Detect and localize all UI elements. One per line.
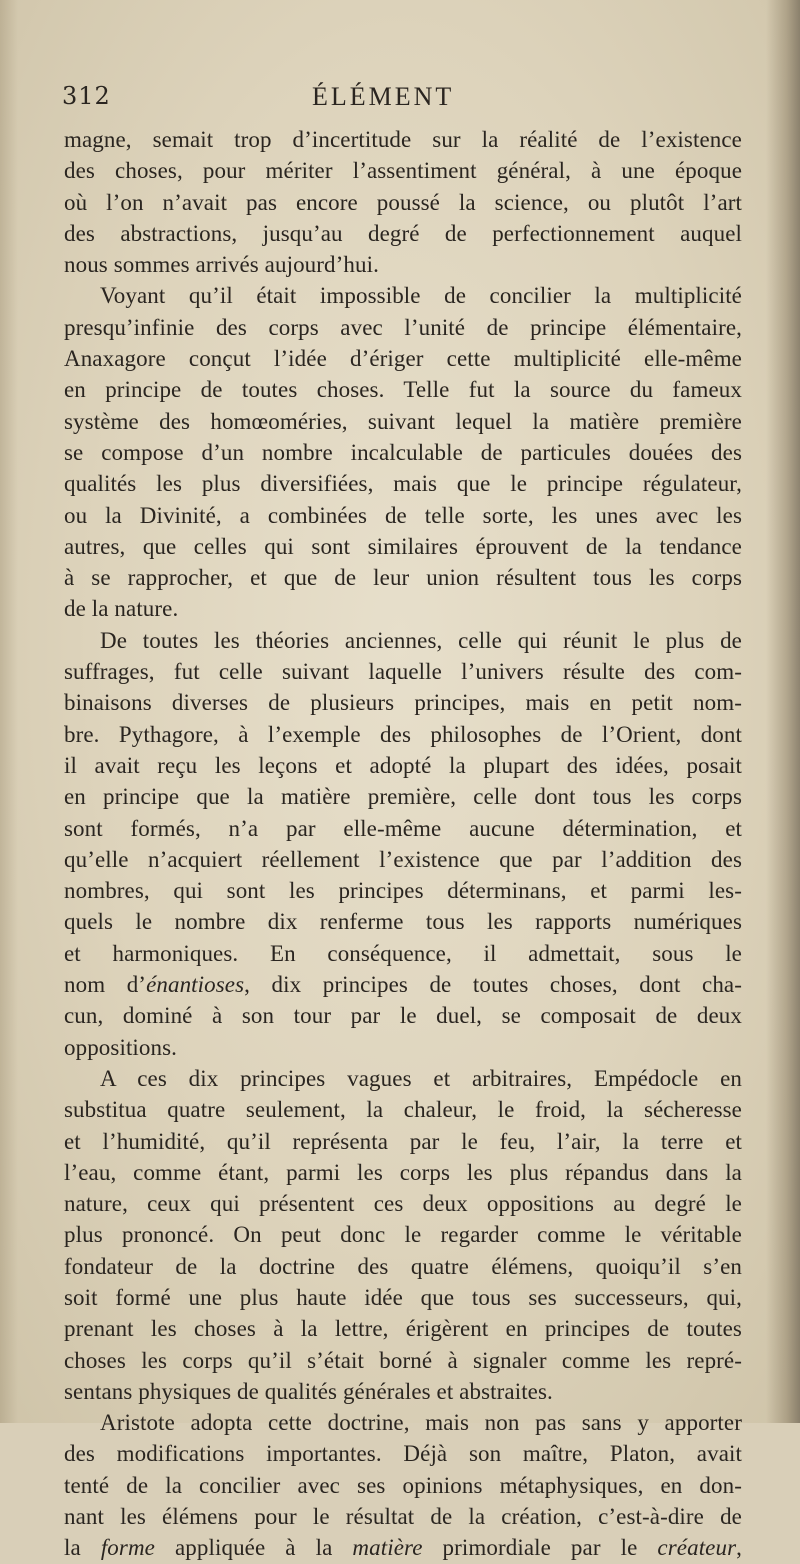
- text-line: et l’humidité, qu’il représenta par le feu, l’air, la terre et: [64, 1128, 742, 1154]
- text-line: qu’elle n’acquiert réellement l’existence que par l’addition des: [64, 846, 742, 872]
- text-line: tenté de la concilier avec ses opinions métaphysiques, en don-: [64, 1472, 742, 1498]
- text-line: [64, 969, 742, 1000]
- text-line: autres, que celles qui sont similaires éprouvent de la tendance: [64, 533, 742, 559]
- text-line: nous sommes arrivés aujourd’hui.: [64, 252, 379, 278]
- text-line: des modifications importantes. Déjà son maître, Platon, avait: [64, 1441, 742, 1467]
- text-run: ,: [736, 1535, 742, 1561]
- text-line: fondateur de la doctrine des quatre élémens, quoiqu’il s’en: [64, 1253, 742, 1279]
- text-line: nant les élémens pour le résultat de la création, c’est-à-dire de: [64, 1504, 742, 1530]
- text-line: nature, ceux qui présentent ces deux oppositions au degré le: [64, 1191, 742, 1217]
- running-head: ÉLÉMENT: [312, 82, 455, 111]
- page-number: 312: [62, 82, 111, 110]
- text-line: de la nature.: [64, 596, 179, 622]
- text-line: prenant les choses à la lettre, érigèrent en principes de toutes: [64, 1316, 742, 1342]
- italic-term: matière: [352, 1535, 423, 1561]
- binding-gutter-shadow: [766, 0, 800, 1423]
- text-line: A ces dix principes vagues et arbitraires, Empédocle en: [100, 1065, 742, 1091]
- text-line: suffrages, fut celle suivant laquelle l’univers résulte des com-: [64, 659, 742, 685]
- italic-term: créateur: [657, 1535, 737, 1561]
- page-left-edge: [0, 0, 18, 1423]
- text-line: Anaxagore conçut l’idée d’ériger cette multiplicité elle-même: [64, 346, 742, 372]
- body-text: [64, 124, 742, 1564]
- text-line: sont formés, n’a par elle-même aucune détermination, et: [64, 815, 742, 841]
- text-line: binaisons diverses de plusieurs principes, mais en petit nom-: [64, 690, 742, 716]
- text-line: De toutes les théories anciennes, celle qui réunit le plus de: [100, 627, 742, 653]
- text-line: soit formé une plus haute idée que tous ses successeurs, qui,: [64, 1284, 742, 1310]
- text-line: oppositions.: [64, 1034, 178, 1060]
- text-run: , dix principes de toutes choses, dont cha-: [244, 972, 742, 998]
- text-line: plus prononcé. On peut donc le regarder comme le véritable: [64, 1222, 742, 1248]
- italic-term: énantioses: [146, 972, 245, 998]
- text-line: quels le nombre dix renferme tous les rapports numériques: [64, 909, 742, 935]
- text-run: la: [64, 1535, 101, 1561]
- text-line: nombres, qui sont les principes déterminans, et parmi les-: [64, 878, 742, 904]
- text-line: Voyant qu’il était impossible de concilier la multiplicité: [100, 283, 742, 309]
- text-line: choses les corps qu’il s’était borné à signaler comme les repré-: [64, 1347, 742, 1373]
- text-line: substitua quatre seulement, la chaleur, le froid, la sécheresse: [64, 1097, 742, 1123]
- text-line: l’eau, comme étant, parmi les corps les plus répandus dans la: [64, 1159, 742, 1185]
- text-run: nom d’: [64, 972, 147, 998]
- page-header: [62, 82, 742, 116]
- text-line: des choses, pour mériter l’assentiment général, à une époque: [64, 158, 742, 184]
- text-line: ou la Divinité, a combinées de telle sorte, les unes avec les: [64, 502, 742, 528]
- text-run: appliquée à la: [154, 1535, 353, 1561]
- text-line: bre. Pythagore, à l’exemple des philosophes de l’Orient, dont: [64, 721, 742, 747]
- text-line: [64, 1532, 742, 1563]
- text-line: Aristote adopta cette doctrine, mais non pas sans y apporter: [100, 1410, 742, 1436]
- text-line: presqu’infinie des corps avec l’unité de principe élémentaire,: [64, 314, 742, 340]
- text-line: où l’on n’avait pas encore poussé la science, ou plutôt l’art: [64, 189, 742, 215]
- text-line: en principe de toutes choses. Telle fut la source du fameux: [64, 377, 742, 403]
- text-run: primordiale par le: [422, 1535, 658, 1561]
- text-line: système des homœoméries, suivant lequel la matière première: [64, 408, 742, 434]
- text-line: et harmoniques. En conséquence, il admettait, sous le: [64, 940, 742, 966]
- text-line: il avait reçu les leçons et adopté la plupart des idées, posait: [64, 752, 742, 778]
- text-line: qualités les plus diversifiées, mais que le principe régulateur,: [64, 471, 742, 497]
- text-line: à se rapprocher, et que de leur union résultent tous les corps: [64, 565, 742, 591]
- text-line: en principe que la matière première, celle dont tous les corps: [64, 784, 742, 810]
- text-line: des abstractions, jusqu’au degré de perfectionnement auquel: [64, 220, 742, 246]
- text-line: sentans physiques de qualités générales et abstraites.: [64, 1378, 553, 1404]
- text-line: cun, dominé à son tour par le duel, se composait de deux: [64, 1003, 742, 1029]
- text-line: magne, semait trop d’incertitude sur la réalité de l’existence: [64, 127, 742, 152]
- text-line: se compose d’un nombre incalculable de particules douées des: [64, 439, 742, 465]
- italic-term: forme: [100, 1535, 155, 1561]
